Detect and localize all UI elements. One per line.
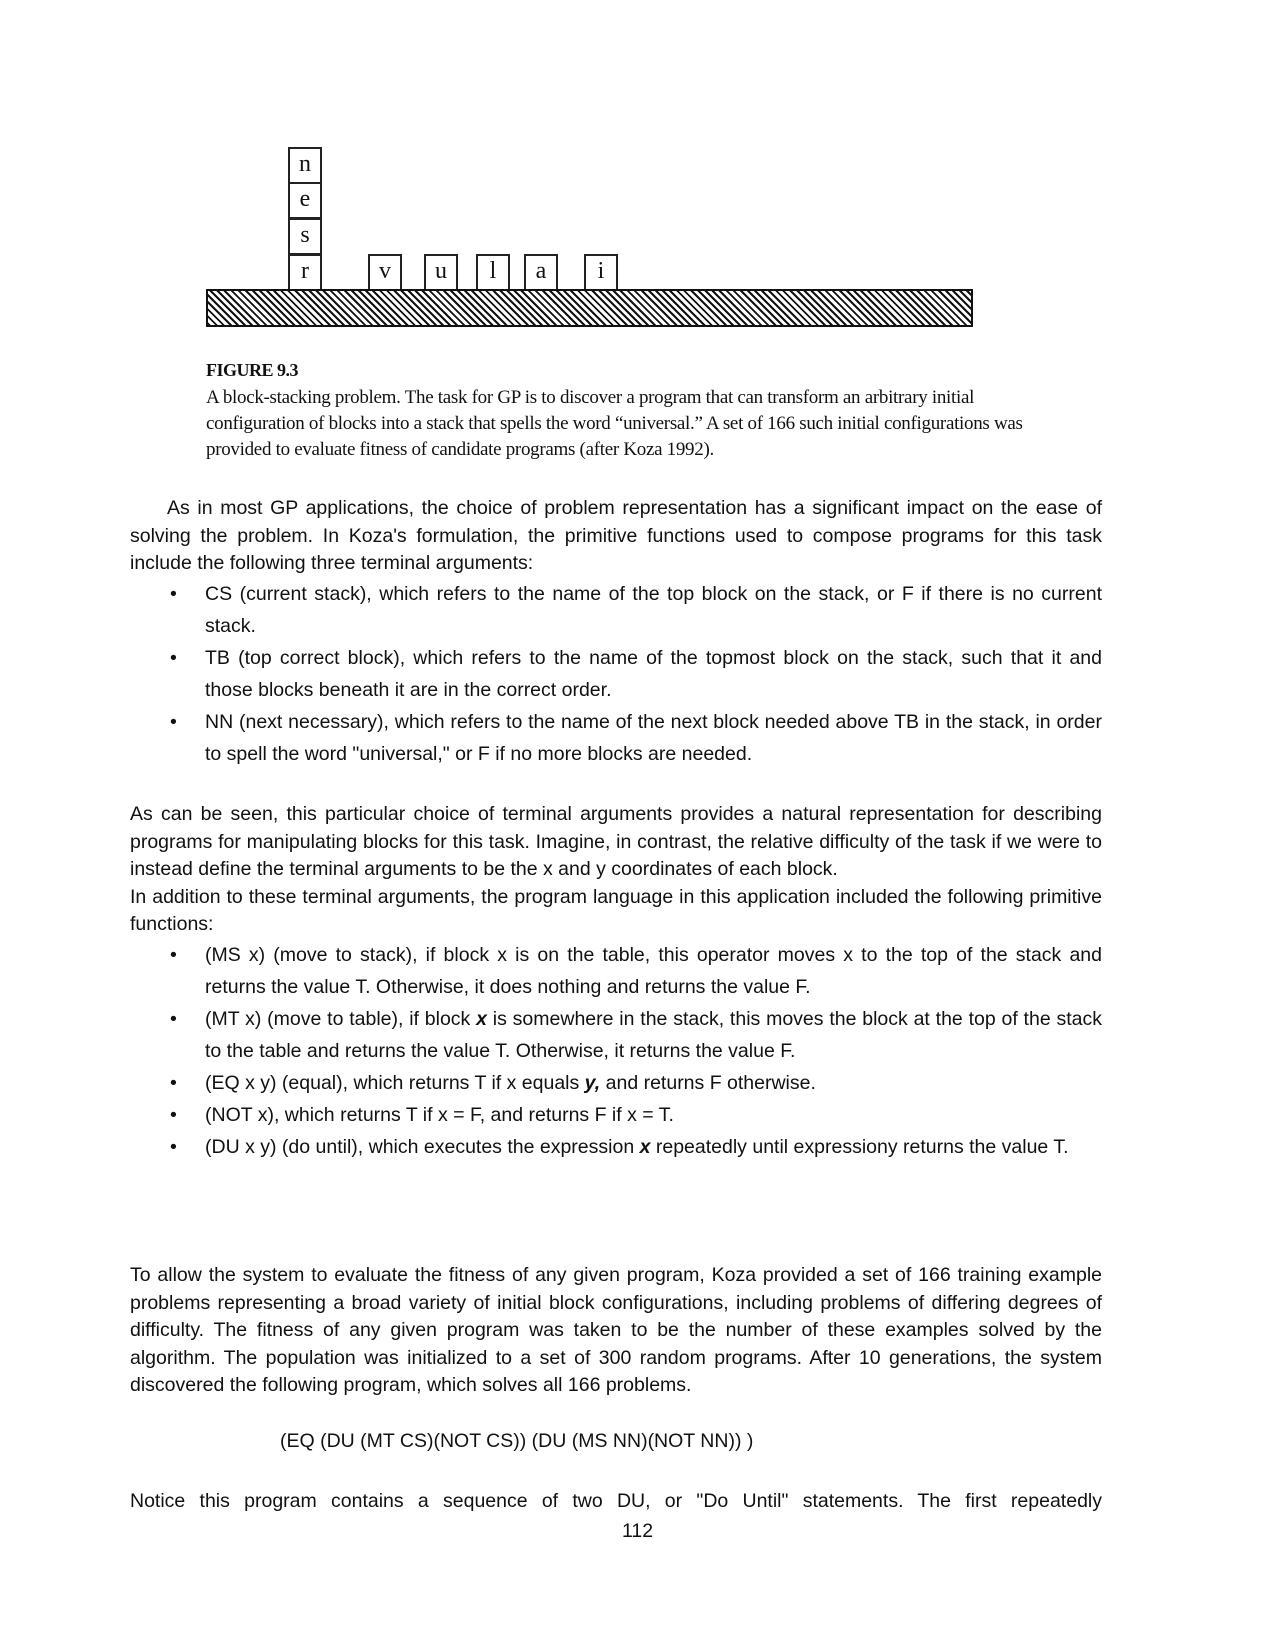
block-v: v bbox=[368, 254, 402, 291]
bullet-icon: • bbox=[170, 1135, 177, 1158]
block-i: i bbox=[584, 254, 618, 291]
bullet-icon: • bbox=[170, 1103, 177, 1126]
list-item bbox=[130, 1067, 1102, 1099]
block-u: u bbox=[424, 254, 458, 291]
figure-caption-text: A block-stacking problem. The task for GP is to discover a program that can transform an arbitrary initial configuration of blocks into a stack that spells the word “universal.” A set of 166 such initial configurations was provided to evaluate fitness of candidate programs (after Koza 1992). bbox=[206, 387, 1023, 460]
bullet-icon: • bbox=[170, 943, 177, 966]
list-item bbox=[130, 642, 1102, 706]
section-representation bbox=[130, 801, 1102, 1163]
list-item-text: (NOT x), which returns T if x = F, and returns F if x = T. bbox=[205, 1103, 674, 1126]
list-item-text: NN (next necessary), which refers to the name of the next block needed above TB in the stack, in order to spell the word "universal," or F if no more blocks are needed. bbox=[205, 710, 1102, 765]
emphasis: y, bbox=[584, 1071, 601, 1094]
bullet-icon: • bbox=[170, 646, 177, 669]
list-item-text: is somewhere in the stack, this moves the block at the top of the stack to the table and returns the value T. Otherwise, it returns the value F. bbox=[205, 1007, 1102, 1062]
list-item-text: (MT x) (move to table), if block bbox=[205, 1007, 477, 1030]
list-item bbox=[130, 1131, 1102, 1163]
block-r: r bbox=[288, 254, 322, 291]
paragraph-notice: Notice this program contains a sequence of two DU, or "Do Until" statements. The first repeatedly bbox=[130, 1490, 1102, 1512]
page-number: 112 bbox=[621, 1520, 654, 1542]
figure-block-stacking bbox=[0, 0, 1275, 340]
block-s: s bbox=[288, 218, 322, 255]
list-item bbox=[130, 1003, 1102, 1067]
program-expression: (EQ (DU (MT CS)(NOT CS)) (DU (MS NN)(NOT NN)) ) bbox=[280, 1430, 754, 1452]
block-n: n bbox=[288, 147, 322, 184]
emphasis: x bbox=[476, 1007, 487, 1030]
paragraph-representation: As can be seen, this particular choice of terminal arguments provides a natural representation for describing programs for manipulating blocks for this task. Imagine, in contrast, the relative difficulty of the task if we were to instead define the terminal arguments to be the x and y coordinates of each block. bbox=[130, 803, 1102, 880]
paragraph-fitness: To allow the system to evaluate the fitness of any given program, Koza provided a set of 166 training example problems representing a broad variety of initial block configurations, including problems of differing degrees of difficulty. The fitness of any given program was taken to be the number of these examples solved by the algorithm. The population was initialized to a set of 300 random programs. After 10 generations, the system discovered the following program, which solves all 166 problems. bbox=[130, 1264, 1102, 1396]
section-notice bbox=[130, 1488, 1102, 1516]
list-item-text: (EQ x y) (equal), which returns T if x equals bbox=[205, 1071, 585, 1094]
paragraph-primitives-intro: In addition to these terminal arguments, the program language in this application included the following primitive functions: bbox=[130, 885, 1102, 935]
list-item-text: (DU x y) (do until), which executes the expression bbox=[205, 1135, 640, 1158]
bullet-icon: • bbox=[170, 1007, 177, 1030]
bullet-icon: • bbox=[170, 1071, 177, 1094]
figure-label: FIGURE 9.3 bbox=[206, 360, 299, 380]
figure-caption bbox=[206, 360, 1036, 463]
block-l: l bbox=[476, 254, 510, 291]
list-item-text: and returns F otherwise. bbox=[600, 1071, 816, 1094]
bullet-icon: • bbox=[170, 582, 177, 605]
list-item-text: repeatedly until expressiony returns the value T. bbox=[650, 1135, 1069, 1158]
terminal-arguments-list bbox=[130, 578, 1102, 770]
list-item-text: (MS x) (move to stack), if block x is on the table, this operator moves x to the top of the stack and returns the value T. Otherwise, it does nothing and returns the value F. bbox=[205, 943, 1102, 998]
list-item bbox=[130, 939, 1102, 1003]
emphasis: x bbox=[639, 1135, 651, 1158]
bullet-icon: • bbox=[170, 710, 177, 733]
paragraph-intro: As in most GP applications, the choice of problem representation has a significant impact on the ease of solving the problem. In Koza's formulation, the primitive functions used to compose programs for this task include the following three terminal arguments: bbox=[130, 497, 1102, 574]
list-item bbox=[130, 578, 1102, 642]
list-item bbox=[130, 1099, 1102, 1131]
section-terminals bbox=[130, 495, 1102, 770]
primitive-functions-list bbox=[130, 939, 1102, 1163]
list-item-text: TB (top correct block), which refers to the name of the topmost block on the stack, such that it and those blocks beneath it are in the correct order. bbox=[205, 646, 1102, 701]
list-item bbox=[130, 706, 1102, 770]
block-e: e bbox=[288, 182, 322, 219]
table-surface bbox=[206, 289, 973, 327]
section-fitness bbox=[130, 1262, 1102, 1400]
block-a: a bbox=[524, 254, 558, 291]
list-item-text: CS (current stack), which refers to the name of the top block on the stack, or F if there is no current stack. bbox=[205, 582, 1102, 637]
